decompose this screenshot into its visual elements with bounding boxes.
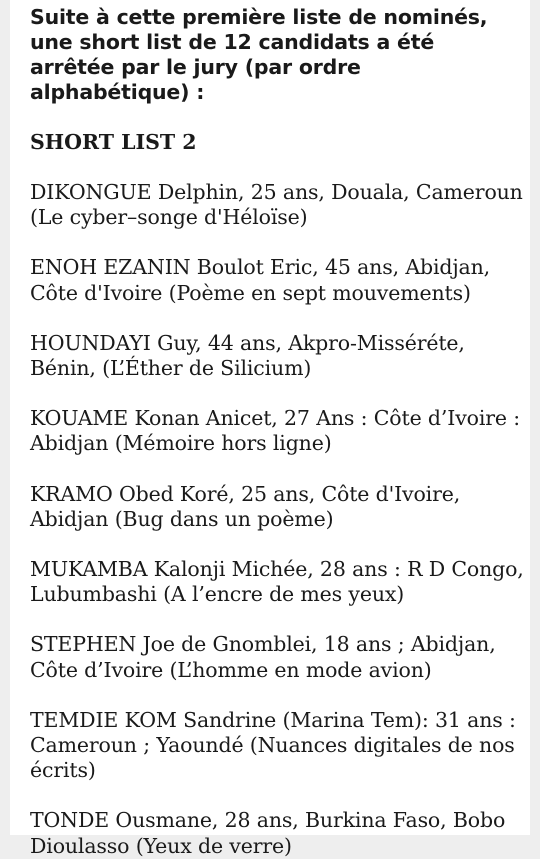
candidate-entry: TEMDIE KOM Sandrine (Marina Tem): 31 ans : Cameroun ; Yaoundé (Nuances digitales de nos écrits) [30,707,516,783]
candidate-entry: MUKAMBA Kalonji Michée, 28 ans : R D Congo, Lubumbashi (A l’encre de mes yeux) [30,557,524,607]
candidate-entry: TONDE Ousmane, 28 ans, Burkina Faso, Bobo Dioulasso (Yeux de verre) [30,808,506,858]
article-content [30,5,525,859]
candidate-entry: ENOH EZANIN Boulot Eric, 45 ans, Abidjan, Côte d'Ivoire (Poème en sept mouvements) [30,255,491,305]
intro-paragraph: Suite à cette première liste de nominés, une short list de 12 candidats a été arrêtée par le jury (par ordre alphabétique) : [30,5,488,104]
candidate-entry: KOUAME Konan Anicet, 27 Ans : Côte d’Ivoire : Abidjan (Mémoire hors ligne) [30,406,520,456]
candidate-entry: STEPHEN Joe de Gnomblei, 18 ans ; Abidjan, Côte d’Ivoire (L’homme en mode avion) [30,632,496,682]
candidate-entry: KRAMO Obed Koré, 25 ans, Côte d'Ivoire, Abidjan (Bug dans un poème) [30,481,461,531]
candidate-entry: HOUNDAYI Guy, 44 ans, Akpro-Misséréte, Bénin, (L’Éther de Silicium) [30,330,465,381]
short-list-title: SHORT LIST 2 [30,130,197,154]
candidate-entry: DIKONGUE Delphin, 25 ans, Douala, Cameroun (Le cyber–songe d'Héloïse) [30,180,523,230]
article-page [10,0,530,858]
